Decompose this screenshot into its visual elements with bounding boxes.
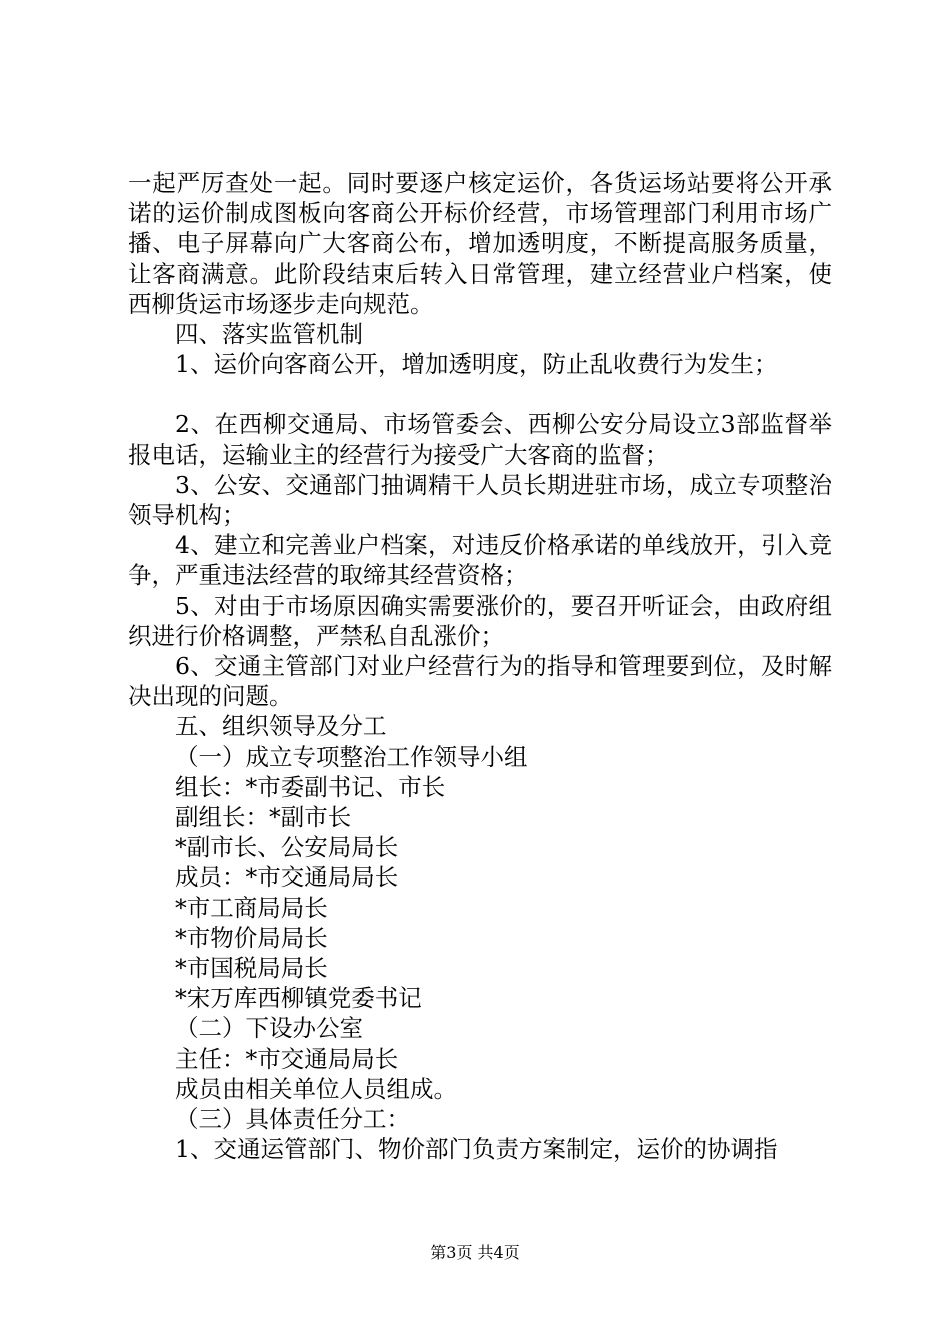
page-footer: 第3页 共4页 (430, 1243, 520, 1262)
member-line: 副组长：*副市长 (175, 803, 352, 832)
list-item-6: 6、交通主管部门对业户经营行为的指导和管理要到位，及时解决出现的问题。 (128, 652, 832, 711)
subsection-heading-1: （一）成立专项整治工作领导小组 (175, 742, 528, 771)
member-line: 成员由相关单位人员组成。 (175, 1074, 457, 1103)
list-item-5: 5、对由于市场原因确实需要涨价的，要召开听证会，由政府组织进行价格调整，严禁私自乱涨价； (128, 591, 832, 650)
member-line: *副市长、公安局局长 (175, 833, 399, 862)
paragraph-continuation: 一起严厉查处一起。同时要逐户核定运价，各货运场站要将公开承诺的运价制成图板向客商公开标价经营，市场管理部门利用市场广播、电子屏幕向广大客商公布，增加透明度，不断提高服务质量，让客商满意。此阶段结束后转入日常管理，建立经营业户档案，使西柳货运市场逐步走向规范。 (128, 169, 832, 318)
member-line: 主任：*市交通局局长 (175, 1044, 399, 1073)
member-line: 成员：*市交通局局长 (175, 863, 399, 892)
document-body (128, 168, 832, 1165)
list-item-1: 1、运价向客商公开，增加透明度，防止乱收费行为发生； (175, 350, 778, 379)
list-item-3: 3、公安、交通部门抽调精干人员长期进驻市场，成立专项整治领导机构； (128, 470, 832, 530)
subsection-heading-2: （二）下设办公室 (175, 1014, 363, 1043)
member-line: *市国税局局长 (175, 954, 328, 983)
list-item-2: 2、在西柳交通局、市场管委会、西柳公安分局设立3部监督举报电话，运输业主的经营行为接受广大客商的监督； (128, 410, 832, 469)
member-line: 组长：*市委副书记、市长 (175, 772, 446, 801)
member-line: *宋万库西柳镇党委书记 (175, 984, 422, 1013)
member-line: *市物价局局长 (175, 923, 328, 952)
section-heading-4: 四、落实监管机制 (175, 320, 363, 349)
section-heading-5: 五、组织领导及分工 (175, 712, 387, 741)
member-line: *市工商局局长 (175, 893, 328, 922)
subsection-heading-3: （三）具体责任分工： (175, 1105, 410, 1134)
list-item-4: 4、建立和完善业户档案，对违反价格承诺的单线放开，引入竞争，严重违法经营的取缔其经营资格； (128, 531, 832, 590)
list-item-1: 1、交通运管部门、物价部门负责方案制定，运价的协调指 (175, 1135, 778, 1164)
